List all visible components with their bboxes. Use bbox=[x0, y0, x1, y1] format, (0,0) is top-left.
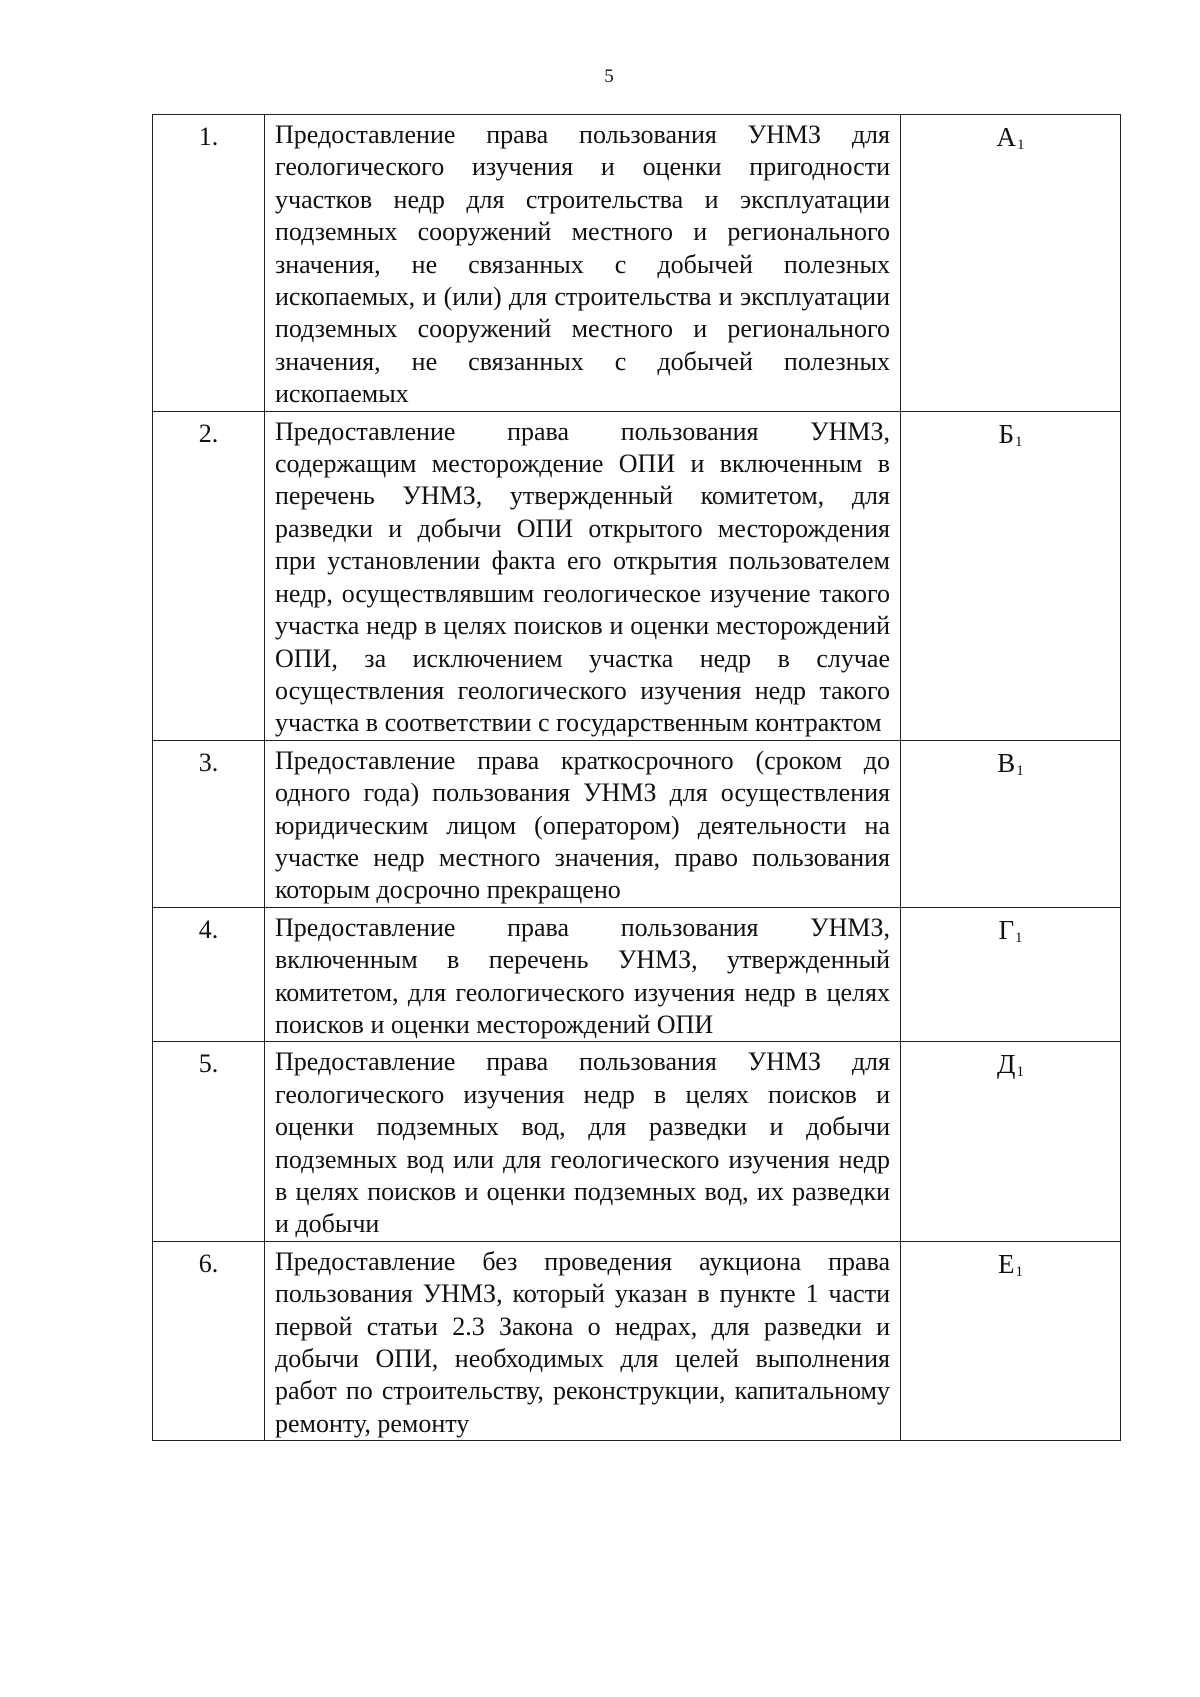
table-row bbox=[153, 907, 1121, 1042]
code-letter: Б bbox=[998, 418, 1014, 449]
code-letter: В bbox=[997, 747, 1016, 778]
row-code bbox=[901, 907, 1121, 1042]
row-description: Предоставление права пользования УНМЗ для геологического изучения недр в целях поисков и оценки подземных вод, для разведки и добычи подземных вод или для геологического изучения недр в целях поисков и оценки подземных вод, их разведки и добычи bbox=[265, 1042, 901, 1241]
row-code bbox=[901, 740, 1121, 907]
code-letter: Д bbox=[997, 1049, 1016, 1080]
code-subscript: 1 bbox=[1017, 137, 1025, 153]
row-description: Предоставление права пользования УНМЗ, включенным в перечень УНМЗ, утвержденный комитетом, для геологического изучения недр в целях поисков и оценки месторождений ОПИ bbox=[265, 907, 901, 1042]
row-number: 1. bbox=[153, 115, 265, 412]
row-number: 2. bbox=[153, 411, 265, 740]
row-description: Предоставление без проведения аукциона права пользования УНМЗ, который указан в пункте 1 части первой статьи 2.3 Закона о недрах, для разведки и добычи ОПИ, необходимых для целей выполнения работ по строительству, реконструкции, капитальному ремонту, ремонту bbox=[265, 1241, 901, 1440]
code-letter: Е bbox=[998, 1248, 1015, 1279]
row-number: 3. bbox=[153, 740, 265, 907]
row-code bbox=[901, 411, 1121, 740]
code-subscript: 1 bbox=[1016, 1064, 1024, 1081]
code-subscript: 1 bbox=[1016, 762, 1024, 779]
table-row bbox=[153, 411, 1121, 740]
row-number: 4. bbox=[153, 907, 265, 1042]
row-description: Предоставление права пользования УНМЗ для геологического изучения и оценки пригодности участков недр для строительства и эксплуатации подземных сооружений местного и регионального значения, не связанных с добычей полезных ископаемых, и (или) для строительства и эксплуатации подземных сооружений местного и регионального значения, не связанных с добычей полезных ископаемых bbox=[265, 115, 901, 412]
row-code bbox=[901, 115, 1121, 412]
row-number: 6. bbox=[153, 1241, 265, 1440]
document-table bbox=[152, 114, 1121, 1441]
table-row bbox=[153, 1241, 1121, 1440]
row-description: Предоставление права пользования УНМЗ, содержащим месторождение ОПИ и включенным в перечень УНМЗ, утвержденный комитетом, для разведки и добычи ОПИ открытого месторождения при установлении факта его открытия пользователем недр, осуществлявшим геологическое изучение такого участка недр в целях поисков и оценки месторождений ОПИ, за исключением участка недр в случае осуществления геологического изучения недр такого участка в соответствии с государственным контрактом bbox=[265, 411, 901, 740]
code-subscript: 1 bbox=[1015, 1263, 1023, 1280]
row-description: Предоставление права краткосрочного (сроком до одного года) пользования УНМЗ для осуществления юридическим лицом (оператором) деятельности на участке недр местного значения, право пользования которым досрочно прекращено bbox=[265, 740, 901, 907]
table-row bbox=[153, 740, 1121, 907]
code-subscript: 1 bbox=[1015, 433, 1023, 450]
code-letter: А bbox=[996, 122, 1016, 152]
table-row bbox=[153, 1042, 1121, 1241]
row-code bbox=[901, 1241, 1121, 1440]
code-letter: Г bbox=[998, 914, 1015, 945]
row-number: 5. bbox=[153, 1042, 265, 1241]
table-row bbox=[153, 115, 1121, 412]
page-number: 5 bbox=[604, 66, 614, 87]
code-subscript: 1 bbox=[1015, 929, 1023, 946]
row-code bbox=[901, 1042, 1121, 1241]
